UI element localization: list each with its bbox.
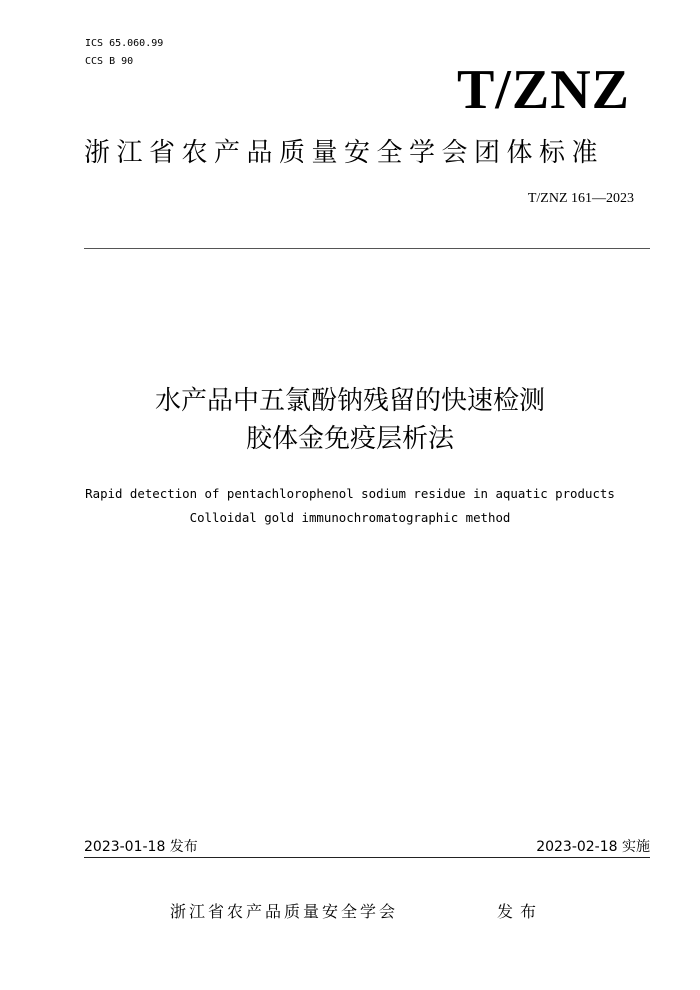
issue-label: 发布 (497, 902, 544, 921)
standard-number: T/ZNZ 161—2023 (527, 191, 634, 206)
english-title (0, 482, 700, 530)
standard-logo: T/ZNZ (456, 59, 630, 121)
header-divider (84, 248, 650, 249)
footer-divider (84, 857, 650, 858)
ccs-code: CCS B 90 (85, 56, 134, 67)
implementation-date: 2023-02-18 实施 (536, 839, 650, 855)
organization-standard-title: 浙江省农产品质量安全学会团体标准 (84, 138, 605, 168)
chinese-title-line-1: 水产品中五氯酚钠残留的快速检测 (154, 386, 545, 416)
ics-code: ICS 65.060.99 (85, 38, 164, 49)
chinese-title-line-2: 胶体金免疫层析法 (245, 424, 454, 454)
english-title-line-1: Rapid detection of pentachlorophenol sodium residue in aquatic products (85, 486, 615, 501)
issue-date: 2023-01-18 发布 (84, 839, 198, 855)
english-title-line-2: Colloidal gold immunochromatographic method (189, 510, 511, 525)
chinese-title (0, 382, 700, 458)
issuing-organization: 浙江省农产品质量安全学会 (170, 902, 399, 921)
